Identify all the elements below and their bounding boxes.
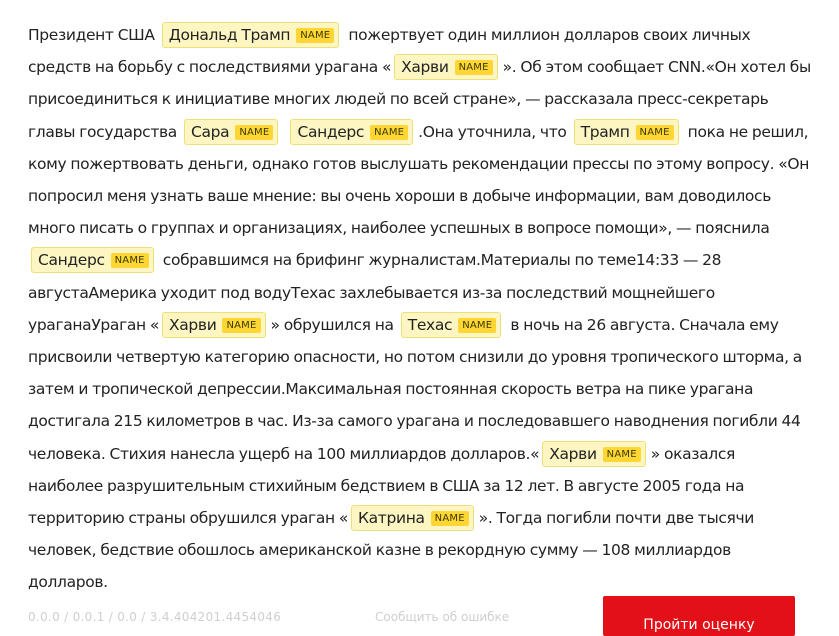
text-fragment: .Она уточнила, что <box>418 122 571 141</box>
entity-katrina[interactable] <box>351 505 474 531</box>
entity-type-badge: NAME <box>636 125 674 140</box>
entity-type-badge: NAME <box>222 318 260 333</box>
entity-type-badge: NAME <box>111 253 149 268</box>
entity-type-badge: NAME <box>370 125 408 140</box>
entity-harvey-2[interactable] <box>162 312 266 338</box>
text-fragment <box>283 123 287 141</box>
entity-text: Техас <box>407 315 453 334</box>
rate-button[interactable]: Пройти оценку <box>603 596 795 636</box>
entity-type-badge: NAME <box>603 447 641 462</box>
entity-text: Сара <box>191 122 230 141</box>
entity-trump[interactable] <box>574 119 679 145</box>
entity-sanders[interactable] <box>290 119 413 145</box>
text-fragment: » оказался наиболее разрушительным стихийным бедствием в США за 12 лет. В августе 2005 года на территорию страны обрушился ураган « <box>28 444 745 528</box>
text-fragment: Президент США <box>28 26 159 44</box>
article-text <box>28 19 812 599</box>
footer <box>0 596 839 633</box>
entity-texas[interactable] <box>401 312 502 338</box>
text-fragment: пожертвует один миллион долларов своих личных средств на борьбу с последствиями урагана « <box>28 26 751 77</box>
entity-text: Сандерс <box>38 251 105 270</box>
text-fragment: собравшимся на брифинг журналистам.Материалы по теме14:33 — 28 августаАмерика уходит под водуТехас захлебывается из-за последствий мощнейшего урaганаУраган « <box>28 251 722 334</box>
entity-type-badge: NAME <box>431 511 469 526</box>
version-info: 0.0.0 / 0.0.1 / 0.0 / 3.4.404201.4454046 <box>28 610 282 624</box>
text-fragment: ». Об этом сообщает CNN.«Он хотел бы присоединиться к инициативе многих людей по всей стране», — рассказала пресс-секретарь главы государства <box>28 58 811 141</box>
entity-sanders-2[interactable] <box>31 247 154 273</box>
entity-type-badge: NAME <box>296 28 334 43</box>
entity-harvey-3[interactable] <box>542 441 646 467</box>
text-fragment: пока не решил, кому пожертвовать деньги, однако готов выслушать рекомендации прессы по этому вопросу. «Он попросил меня узнать ваше мнение: вы очень хороши в добыче информации, вам доводилось много писать о группах и организациях, наиболее успешных в вопросе помощи», — пояснила <box>28 122 810 238</box>
entity-text: Катрина <box>358 509 425 528</box>
text-fragment: ». Тогда погибли почти две тысячи человек, бедствие обошлось американской казне в рекордную сумму — 108 миллиардов долларов. <box>28 509 755 592</box>
entity-type-badge: NAME <box>455 60 493 75</box>
text-fragment: » обрушился на <box>270 315 398 334</box>
entity-text: Сандерс <box>297 122 365 141</box>
report-error-link[interactable]: Сообщить об ошибке <box>375 610 510 624</box>
entity-harvey[interactable] <box>394 54 498 80</box>
entity-type-badge: NAME <box>458 318 496 333</box>
entity-type-badge: NAME <box>235 125 273 140</box>
text-fragment: в ночь на 26 августа. Сначала ему присвоили четвертую категорию опасности, но потом снизили до уровня тропического шторма, а затем и тропической депрессии.Максимальная постоянная скорость ветра на пике урагана достигала 215 километров в час. Из-за самого урагана и последовавшего наводнения погибли 44 человека. Стихия нанесла ущерб на 100 миллиардов долларов.« <box>28 315 802 463</box>
entity-text: Харви <box>169 315 217 334</box>
entity-donald-trump[interactable] <box>162 22 340 48</box>
entity-text: Харви <box>401 58 449 77</box>
entity-text: Харви <box>549 444 597 463</box>
entity-text: Дональд Трамп <box>168 26 291 44</box>
entity-text: Трамп <box>580 122 630 141</box>
entity-sara[interactable] <box>184 119 278 145</box>
